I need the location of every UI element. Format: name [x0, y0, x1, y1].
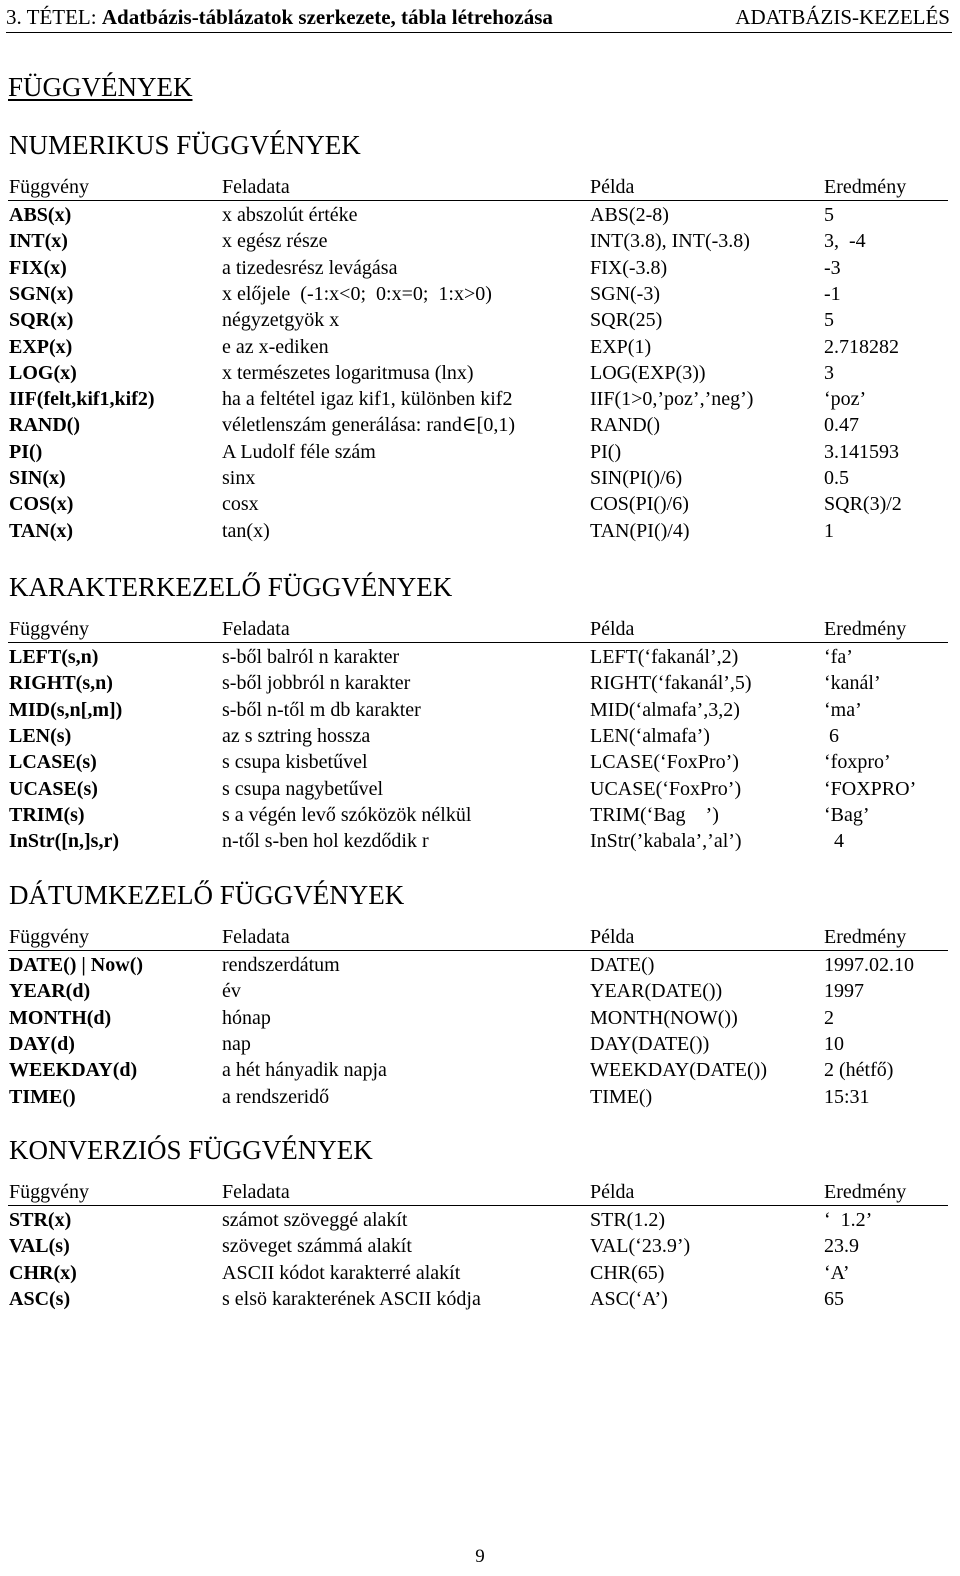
- cell-example: SGN(-3): [590, 282, 660, 305]
- cell-function: MID(s,n[,m]): [9, 698, 123, 721]
- table-row: [8, 1084, 948, 1110]
- cell-function: MONTH(d): [9, 1006, 112, 1029]
- cell-description: az s sztring hossza: [222, 724, 371, 747]
- cell-description: a rendszeridő: [222, 1085, 330, 1108]
- cell-example: PI(): [590, 440, 622, 463]
- cell-result: 1997: [824, 980, 864, 1003]
- table-row: [8, 644, 948, 670]
- column-header-function: Függvény: [9, 926, 89, 948]
- cell-function: STR(x): [9, 1209, 72, 1231]
- cell-result: 1: [824, 519, 834, 542]
- table-row: [8, 307, 948, 333]
- cell-example: LOG(EXP(3)): [590, 361, 706, 384]
- section-title: KARAKTERKEZELŐ FÜGGVÉNYEK: [9, 572, 453, 602]
- cell-result: ‘FOXPRO’: [824, 777, 917, 800]
- cell-description: s-ből balról n karakter: [222, 646, 400, 668]
- cell-description: s csupa nagybetűvel: [222, 777, 384, 800]
- cell-example: LEN(‘almafa’): [590, 724, 710, 747]
- column-header-description: Feladata: [222, 1181, 290, 1203]
- column-header-function: Függvény: [9, 618, 89, 640]
- cell-description: rendszerdátum: [222, 954, 340, 976]
- main-title: FÜGGVÉNYEK: [8, 72, 193, 102]
- cell-example: UCASE(‘FoxPro’): [590, 777, 742, 800]
- cell-example: SIN(PI()/6): [590, 467, 683, 489]
- column-header-description: Feladata: [222, 618, 290, 640]
- cell-description: véletlenszám generálása: rand∈[0,1): [222, 414, 515, 437]
- header-title: Adatbázis-táblázatok szerkezete, tábla létrehozása: [101, 5, 553, 29]
- cell-function: TRIM(s): [9, 803, 85, 826]
- cell-result: 23.9: [824, 1235, 859, 1258]
- column-header-example: Példa: [590, 618, 635, 640]
- header-subject: ADATBÁZIS-KEZELÉS: [735, 5, 950, 29]
- cell-example: EXP(1): [590, 335, 652, 358]
- table-row: [8, 360, 948, 386]
- cell-description: e az x-ediken: [222, 335, 329, 358]
- table-header: [8, 924, 948, 951]
- cell-function: SGN(x): [9, 282, 74, 305]
- cell-example: TIME(): [590, 1085, 653, 1108]
- cell-result: 2.718282: [824, 335, 899, 358]
- cell-description: n-től s-ben hol kezdődik r: [222, 830, 429, 853]
- table-row: [8, 412, 948, 438]
- cell-function: COS(x): [9, 493, 74, 516]
- cell-description: négyzetgyök x: [222, 309, 340, 332]
- cell-description: x egész része: [222, 230, 328, 253]
- page-header: [6, 4, 952, 33]
- column-header-result: Eredmény: [824, 1181, 907, 1203]
- cell-example: RIGHT(‘fakanál’,5): [590, 672, 752, 695]
- table-row: [8, 1031, 948, 1057]
- cell-result: -3: [824, 256, 841, 279]
- table-row: [8, 281, 948, 307]
- column-header-description: Feladata: [222, 926, 290, 948]
- table-row: [8, 828, 948, 854]
- page-number: 9: [475, 1546, 485, 1567]
- cell-result: 3, -4: [824, 230, 866, 253]
- table-row: [8, 776, 948, 802]
- cell-function: PI(): [9, 440, 43, 463]
- table-row: [8, 255, 948, 281]
- section-title: KONVERZIÓS FÜGGVÉNYEK: [9, 1135, 373, 1165]
- table-row: [8, 491, 948, 517]
- cell-description: s elsö karakterének ASCII kódja: [222, 1287, 481, 1310]
- cell-function: LEN(s): [9, 724, 72, 747]
- cell-result: 4: [824, 830, 844, 853]
- cell-description: cosx: [222, 493, 259, 516]
- table-row: [8, 386, 948, 412]
- cell-result: 1997.02.10: [824, 954, 914, 976]
- table-row: [8, 723, 948, 749]
- section-title: NUMERIKUS FÜGGVÉNYEK: [9, 130, 361, 160]
- cell-example: WEEKDAY(DATE()): [590, 1059, 767, 1082]
- table-header: [8, 174, 948, 201]
- cell-description: s csupa kisbetűvel: [222, 751, 368, 774]
- cell-description: sinx: [222, 467, 256, 489]
- table-row: [8, 952, 948, 978]
- cell-example: MONTH(NOW()): [590, 1006, 738, 1029]
- cell-result: ‘poz’: [824, 388, 867, 411]
- cell-result: 10: [824, 1032, 844, 1055]
- column-header-result: Eredmény: [824, 618, 907, 640]
- cell-example: SQR(25): [590, 309, 663, 332]
- cell-example: LCASE(‘FoxPro’): [590, 751, 739, 774]
- cell-example: INT(3.8), INT(-3.8): [590, 230, 750, 253]
- cell-function: LCASE(s): [9, 751, 97, 774]
- cell-example: MID(‘almafa’,3,2): [590, 698, 740, 721]
- cell-function: SQR(x): [9, 309, 74, 332]
- cell-result: 0.47: [824, 414, 859, 437]
- cell-function: SIN(x): [9, 467, 66, 489]
- cell-result: ‘ 1.2’: [824, 1209, 873, 1231]
- cell-function: UCASE(s): [9, 777, 98, 800]
- table-row: [8, 1057, 948, 1083]
- cell-function: DATE() | Now(): [9, 954, 144, 976]
- cell-result: 15:31: [824, 1085, 870, 1108]
- cell-function: WEEKDAY(d): [9, 1059, 138, 1082]
- cell-function: LOG(x): [9, 361, 77, 384]
- table-row: [8, 228, 948, 254]
- cell-result: ‘Bag’: [824, 803, 870, 826]
- cell-description: a tizedesrész levágása: [222, 256, 398, 279]
- table-row: [8, 334, 948, 360]
- cell-function: RIGHT(s,n): [9, 672, 113, 695]
- cell-description: x abszolút értéke: [222, 204, 358, 226]
- cell-description: x természetes logaritmusa (lnx): [222, 361, 474, 384]
- cell-function: YEAR(d): [9, 980, 91, 1003]
- cell-description: szöveget számmá alakít: [222, 1235, 412, 1258]
- column-header-example: Példa: [590, 176, 635, 198]
- cell-description: s-ből jobbról n karakter: [222, 672, 411, 695]
- cell-description: tan(x): [222, 519, 270, 542]
- cell-example: COS(PI()/6): [590, 493, 689, 516]
- cell-result: 6: [824, 724, 839, 747]
- cell-description: A Ludolf féle szám: [222, 440, 376, 463]
- cell-result: 65: [824, 1287, 844, 1310]
- table-row: [8, 1207, 948, 1233]
- cell-result: 3: [824, 361, 834, 384]
- cell-result: ‘foxpro’: [824, 751, 891, 774]
- cell-result: ‘ma’: [824, 698, 862, 721]
- cell-result: 3.141593: [824, 440, 899, 463]
- column-header-example: Példa: [590, 1181, 635, 1203]
- table-row: [8, 439, 948, 465]
- table-row: [8, 802, 948, 828]
- cell-example: FIX(-3.8): [590, 256, 668, 279]
- cell-result: -1: [824, 282, 841, 305]
- cell-function: EXP(x): [9, 335, 73, 358]
- column-header-result: Eredmény: [824, 926, 907, 948]
- column-header-result: Eredmény: [824, 176, 907, 198]
- section-title: DÁTUMKEZELŐ FÜGGVÉNYEK: [9, 880, 405, 910]
- cell-example: ASC(‘A’): [590, 1287, 668, 1310]
- cell-function: FIX(x): [9, 256, 67, 279]
- header-number: 3. TÉTEL:: [6, 5, 97, 29]
- cell-example: RAND(): [590, 414, 660, 437]
- cell-result: ‘fa’: [824, 646, 853, 668]
- cell-example: DATE(): [590, 954, 655, 976]
- table-row: [8, 518, 948, 544]
- cell-function: CHR(x): [9, 1261, 77, 1284]
- cell-description: hónap: [222, 1006, 271, 1029]
- cell-result: SQR(3)/2: [824, 493, 902, 516]
- cell-function: INT(x): [9, 230, 68, 253]
- cell-example: LEFT(‘fakanál’,2): [590, 646, 739, 668]
- cell-example: VAL(‘23.9’): [590, 1235, 691, 1258]
- table-row: [8, 202, 948, 228]
- cell-description: év: [222, 980, 241, 1003]
- cell-result: 2 (hétfő): [824, 1059, 894, 1082]
- table-row: [8, 749, 948, 775]
- table-row: [8, 1260, 948, 1286]
- cell-function: VAL(s): [9, 1235, 70, 1258]
- cell-function: TIME(): [9, 1085, 76, 1108]
- cell-function: ASC(s): [9, 1287, 71, 1310]
- cell-result: ‘A’: [824, 1261, 850, 1284]
- cell-example: InStr(’kabala’,’al’): [590, 830, 742, 853]
- cell-function: LEFT(s,n): [9, 646, 99, 668]
- cell-function: TAN(x): [9, 519, 74, 542]
- cell-result: 5: [824, 204, 834, 226]
- cell-result: 2: [824, 1006, 834, 1029]
- cell-example: DAY(DATE()): [590, 1032, 710, 1055]
- cell-description: ASCII kódot karakterré alakít: [222, 1261, 461, 1284]
- cell-function: RAND(): [9, 414, 81, 437]
- cell-example: YEAR(DATE()): [590, 980, 723, 1003]
- cell-description: ha a feltétel igaz kif1, különben kif2: [222, 388, 513, 411]
- cell-description: számot szöveggé alakít: [222, 1209, 408, 1231]
- column-header-function: Függvény: [9, 176, 89, 198]
- table-header: [8, 616, 948, 643]
- table-header: [8, 1179, 948, 1206]
- cell-example: IIF(1>0,’poz’,’neg’): [590, 388, 754, 411]
- cell-function: DAY(d): [9, 1032, 75, 1055]
- cell-example: STR(1.2): [590, 1209, 665, 1231]
- table-row: [8, 1286, 948, 1312]
- cell-function: ABS(x): [9, 204, 72, 226]
- cell-description: x előjele (-1:x<0; 0:x=0; 1:x>0): [222, 282, 492, 305]
- cell-example: CHR(65): [590, 1261, 665, 1284]
- table-row: [8, 670, 948, 696]
- table-row: [8, 1233, 948, 1259]
- column-header-description: Feladata: [222, 176, 290, 198]
- cell-function: IIF(felt,kif1,kif2): [9, 388, 155, 411]
- cell-result: 5: [824, 309, 834, 332]
- cell-example: ABS(2-8): [590, 204, 669, 226]
- cell-example: TAN(PI()/4): [590, 519, 690, 542]
- cell-description: a hét hányadik napja: [222, 1059, 387, 1082]
- cell-result: ‘kanál’: [824, 672, 881, 695]
- cell-function: InStr([n,]s,r): [9, 830, 119, 853]
- table-row: [8, 465, 948, 491]
- cell-description: s-ből n-től m db karakter: [222, 698, 421, 721]
- cell-example: TRIM(‘Bag ’): [590, 803, 719, 826]
- cell-description: nap: [222, 1032, 251, 1055]
- column-header-function: Függvény: [9, 1181, 89, 1203]
- cell-result: 0.5: [824, 467, 849, 489]
- table-row: [8, 1005, 948, 1031]
- table-row: [8, 697, 948, 723]
- table-row: [8, 978, 948, 1004]
- column-header-example: Példa: [590, 926, 635, 948]
- cell-description: s a végén levő szóközök nélkül: [222, 803, 472, 826]
